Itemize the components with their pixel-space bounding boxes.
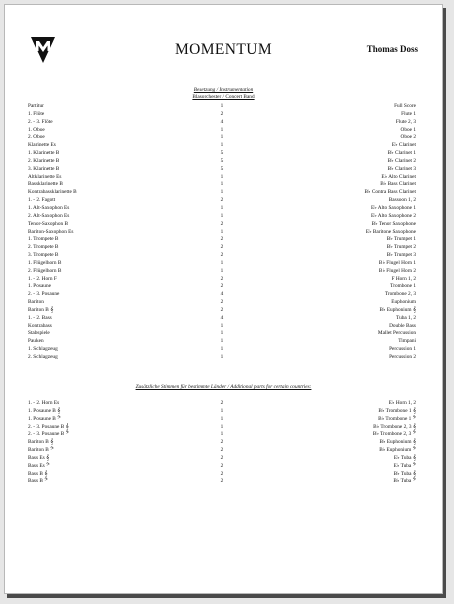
part-count: 2 (220, 439, 224, 446)
part-count: 1 (220, 354, 224, 360)
part-row (28, 315, 416, 323)
part-name-de: 1. Flöte (28, 110, 45, 117)
part-name-en: Flute 2, 3 (395, 118, 416, 125)
part-name-de: 1. Posaune B 𝄞 (28, 407, 61, 414)
part-name-de: 2. Alt-Saxophon Es (28, 212, 70, 219)
part-name-en: B♭ Bass Clarinet (380, 181, 416, 188)
part-name-en: Timpani (398, 338, 416, 345)
part-count: 1 (220, 346, 224, 353)
part-count: 1 (220, 212, 224, 219)
part-count: 2 (220, 236, 224, 243)
part-row (28, 276, 416, 284)
part-row (28, 236, 416, 244)
part-name-de: 2. Klarinette B (28, 157, 60, 164)
part-count: 2 (220, 244, 224, 251)
part-name-de: 3. Trompete B (28, 252, 59, 259)
part-name-de: 2. - 3. Posaune B 𝄞 (28, 423, 69, 430)
part-name-de: Bariton B 𝄞 (28, 439, 54, 446)
part-name-en: B♭ Trumpet 3 (386, 252, 416, 259)
instrumentation-list (28, 103, 416, 362)
part-name-en: B♭ Trombone 1 𝄢 (378, 415, 416, 422)
part-name-de: Pauken (28, 338, 44, 345)
part-count: 1 (220, 134, 224, 141)
part-name-de: Bariton-Saxophon Es (28, 228, 74, 235)
part-row (28, 244, 416, 252)
part-row (28, 189, 416, 197)
additional-parts-heading (5, 384, 442, 391)
part-name-en: Trombone 2, 3 (384, 291, 416, 298)
part-row (28, 119, 416, 127)
part-name-en: B♭ Euphonium 𝄞 (379, 306, 416, 313)
part-name-en: B♭ Trombone 2, 3 𝄞 (373, 423, 416, 430)
part-count: 2 (220, 299, 224, 306)
part-row (28, 408, 416, 416)
part-row (28, 338, 416, 346)
part-row (28, 471, 416, 479)
part-count: 1 (220, 181, 224, 188)
part-row (28, 260, 416, 268)
part-name-de: 1. - 2. Horn Es (28, 400, 60, 406)
part-name-de: 1. Posaune B 𝄢 (28, 415, 61, 422)
part-row (28, 150, 416, 158)
part-count: 1 (220, 103, 224, 109)
part-count: 1 (220, 431, 224, 438)
instrumentation-heading (5, 87, 442, 101)
part-name-en: B♭ Clarinet 2 (387, 157, 416, 164)
part-name-de: 2. - 3. Posaune B 𝄢 (28, 431, 69, 438)
part-name-de: Bariton (28, 299, 44, 306)
part-name-de: 1. Oboe (28, 126, 45, 133)
part-count: 4 (220, 291, 224, 298)
part-name-en: Tuba 1, 2 (396, 314, 416, 321)
part-count: 1 (220, 126, 224, 133)
part-row (28, 166, 416, 174)
additional-parts-list (28, 400, 416, 486)
part-name-de: 1. Posaune (28, 283, 51, 290)
part-row (28, 283, 416, 291)
part-count: 2 (220, 283, 224, 290)
part-count: 2 (220, 454, 224, 461)
part-name-en: Double Bass (389, 322, 416, 329)
part-count: 2 (220, 447, 224, 454)
part-name-de: 3. Klarinette B (28, 165, 60, 172)
part-name-en: Flute 1 (401, 110, 416, 117)
part-name-en: F Horn 1, 2 (391, 275, 416, 282)
part-row (28, 197, 416, 205)
part-name-en: B♭ Clarinet 3 (387, 165, 416, 172)
part-count: 2 (220, 470, 224, 477)
part-name-de: 1. Klarinette B (28, 150, 60, 157)
score-page (4, 4, 443, 594)
part-count: 1 (220, 142, 224, 149)
part-row (28, 291, 416, 299)
part-count: 1 (220, 189, 224, 196)
part-name-de: Bass B 𝄞 (28, 470, 48, 477)
part-count: 1 (220, 415, 224, 422)
part-name-en: E♭ Alto Saxophone 2 (370, 212, 416, 219)
part-count: 4 (220, 314, 224, 321)
part-name-de: Bass Es 𝄢 (28, 462, 50, 469)
part-count: 1 (220, 173, 224, 180)
part-name-de: 2. - 3. Flöte (28, 118, 53, 125)
part-name-de: Stabspiele (28, 330, 50, 337)
part-name-en: Mallet Percussion (377, 330, 416, 337)
part-name-en: E♭ Tuba 𝄞 (393, 454, 416, 461)
part-row (28, 229, 416, 237)
part-name-en: Euphonium (391, 299, 416, 306)
part-count: 2 (220, 400, 224, 406)
part-name-de: 1. - 2. Fagott (28, 197, 56, 204)
part-name-en: E♭ Clarinet (391, 142, 416, 149)
part-name-de: 2. Schlagzeug (28, 354, 58, 360)
part-row (28, 221, 416, 229)
part-row (28, 103, 416, 111)
part-count: 5 (220, 165, 224, 172)
part-count: 2 (220, 462, 224, 469)
part-name-en: B♭ Contra Bass Clarinet (364, 189, 416, 196)
part-name-de: Bass B 𝄢 (28, 478, 48, 485)
part-name-de: Bariton B 𝄢 (28, 447, 54, 454)
part-count: 2 (220, 197, 224, 204)
part-name-en: Bassoon 1, 2 (388, 197, 416, 204)
part-name-de: 2. Trompete B (28, 244, 59, 251)
part-name-en: E♭ Alto Saxophone 1 (370, 204, 416, 211)
part-name-de: Kontrabassklarinette B (28, 189, 77, 196)
part-name-de: Partitur (28, 103, 44, 109)
part-name-de: Bassklarinette B (28, 181, 63, 188)
part-row (28, 416, 416, 424)
part-name-de: Bass Es 𝄞 (28, 454, 50, 461)
part-count: 2 (220, 275, 224, 282)
part-row (28, 252, 416, 260)
part-count: 1 (220, 204, 224, 211)
part-count: 1 (220, 338, 224, 345)
part-row (28, 463, 416, 471)
part-name-de: Klarinette Es (28, 142, 56, 149)
part-row (28, 181, 416, 189)
part-name-en: B♭ Euphonium 𝄢 (379, 447, 416, 454)
part-row (28, 299, 416, 307)
part-name-en: Oboe 2 (400, 134, 416, 141)
part-name-de: 1. Flügelhorn B (28, 259, 62, 266)
part-row (28, 127, 416, 135)
part-name-en: E♭ Baritone Saxophone (365, 228, 416, 235)
part-name-en: B♭ Euphonium 𝄞 (379, 439, 416, 446)
part-name-en: B♭ Flugel Horn 2 (378, 267, 416, 274)
part-name-en: B♭ Trombone 2, 3 𝄢 (372, 431, 416, 438)
part-count: 2 (220, 306, 224, 313)
part-count: 1 (220, 322, 224, 329)
part-count: 1 (220, 228, 224, 235)
part-name-en: B♭ Trumpet 2 (386, 244, 416, 251)
part-row (28, 439, 416, 447)
instrumentation-subtitle: Blasorchester / Concert Band (192, 94, 255, 100)
part-name-de: 2. Flügelhorn B (28, 267, 62, 274)
part-name-de: 2. - 3. Posaune (28, 291, 60, 298)
part-row (28, 142, 416, 150)
part-row (28, 213, 416, 221)
part-name-en: B♭ Clarinet 1 (387, 150, 416, 157)
part-name-en: Oboe 1 (400, 126, 416, 133)
part-row (28, 323, 416, 331)
part-name-en: B♭ Trumpet 1 (386, 236, 416, 243)
composer-name: Thomas Doss (366, 44, 418, 54)
part-count: 1 (220, 259, 224, 266)
additional-parts-title: Zusätzliche Stimmen für bestimmte Länder / Additional parts for certain countries: (135, 384, 312, 390)
part-row (28, 424, 416, 432)
part-count: 4 (220, 118, 224, 125)
part-name-en: Percussion 1 (389, 346, 416, 353)
part-row (28, 447, 416, 455)
part-name-de: Kontrabass (28, 322, 52, 329)
part-row (28, 346, 416, 354)
part-count: 5 (220, 150, 224, 157)
part-name-en: Trombone 1 (390, 283, 416, 290)
part-name-de: Tenor-Saxophon B (28, 220, 68, 227)
part-name-de: 1. - 2. Horn F (28, 275, 57, 282)
part-count: 1 (220, 407, 224, 414)
part-row (28, 330, 416, 338)
part-row (28, 174, 416, 182)
part-row (28, 134, 416, 142)
part-count: 1 (220, 267, 224, 274)
part-name-de: 1. - 2. Bass (28, 314, 52, 321)
part-count: 1 (220, 330, 224, 337)
part-count: 2 (220, 478, 224, 485)
part-row (28, 455, 416, 463)
part-row (28, 158, 416, 166)
part-name-en: B♭ Trombone 1 𝄞 (378, 407, 416, 414)
part-row (28, 307, 416, 315)
part-name-en: B♭ Tuba 𝄞 (393, 470, 416, 477)
part-name-en: B♭ Tenor Saxophone (371, 220, 416, 227)
part-count: 1 (220, 423, 224, 430)
part-name-de: 1. Alt-Saxophon Es (28, 204, 70, 211)
part-name-de: 2. Oboe (28, 134, 45, 141)
piece-title: MOMENTUM (174, 41, 273, 58)
part-row (28, 478, 416, 486)
part-name-en: E♭ Horn 1, 2 (388, 400, 416, 406)
part-name-en: E♭ Alto Clarinet (381, 173, 416, 180)
part-name-en: B♭ Tuba 𝄢 (393, 478, 416, 485)
part-row (28, 431, 416, 439)
part-name-de: 1. Trompete B (28, 236, 59, 243)
part-row (28, 205, 416, 213)
part-count: 2 (220, 110, 224, 117)
part-name-de: Bariton B 𝄞 (28, 306, 54, 313)
part-row (28, 400, 416, 408)
part-name-en: Full Score (394, 103, 416, 109)
part-count: 2 (220, 220, 224, 227)
part-row (28, 268, 416, 276)
part-name-de: 1. Schlagzeug (28, 346, 58, 353)
part-count: 5 (220, 157, 224, 164)
part-name-de: Altklarinette Es (28, 173, 62, 180)
part-name-en: E♭ Tuba 𝄢 (393, 462, 416, 469)
part-name-en: Percussion 2 (389, 354, 416, 360)
part-count: 2 (220, 252, 224, 259)
part-row (28, 354, 416, 362)
part-row (28, 111, 416, 119)
part-name-en: B♭ Flugel Horn 1 (378, 259, 416, 266)
instrumentation-title: Besetzung / Instrumentation (193, 87, 254, 93)
